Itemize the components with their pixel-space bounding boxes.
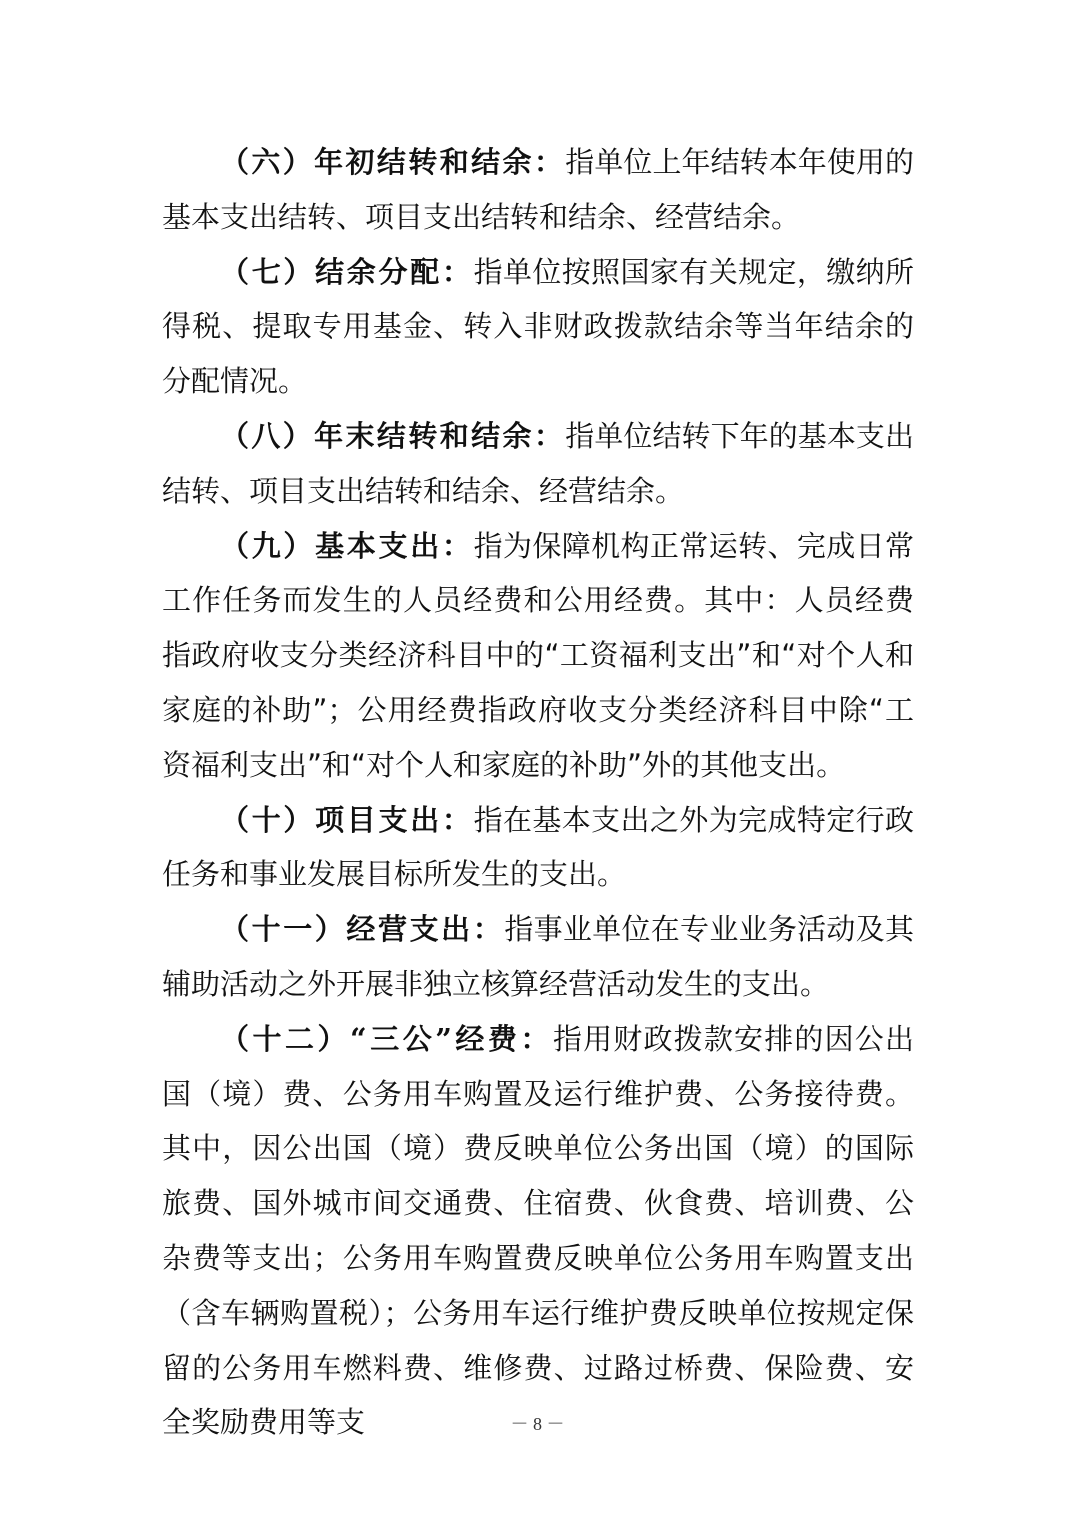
term-definition: 指单位上年结转本年使用的基本支出结转、项目支出结转和结余、经营结余。: [162, 145, 914, 234]
paragraph-project-expenditure: [162, 793, 914, 903]
paragraph-surplus-distribution: [162, 245, 914, 409]
paragraph-basic-expenditure: [162, 519, 914, 793]
term-heading: （十一）经营支出：: [220, 912, 505, 947]
term-heading: （十二）“三公”经费：: [220, 1021, 553, 1056]
paragraph-operating-expenditure: [162, 902, 914, 1012]
term-definition: 指为保障机构正常运转、完成日常工作任务而发生的人员经费和公用经费。其中：人员经费指政府收支分类经济科目中的“工资福利支出”和“对个人和家庭的补助”；公用经费指政府收支分类经济科目中除“工资福利支出”和“对个人和家庭的补助”外的其他支出。: [162, 528, 914, 782]
term-heading: （九）基本支出：: [220, 528, 474, 563]
term-heading: （六）年初结转和结余：: [220, 145, 566, 179]
term-definition: 指用财政拨款安排的因公出国（境）费、公务用车购置及运行维护费、公务接待费。其中，因公出国（境）费反映单位公务出国（境）的国际旅费、国外城市间交通费、住宿费、伙食费、培训费、公杂费等支出；公务用车购置费反映单位公务用车购置支出（含车辆购置税）；公务用车运行维护费反映单位按规定保留的公务用车燃料费、维修费、过路过桥费、保险费、安全奖励费用等支: [162, 1021, 914, 1440]
term-definition: 指单位按照国家有关规定，缴纳所得税、提取专用基金、转入非财政拨款结余等当年结余的分配情况。: [162, 254, 914, 399]
paragraph-carryover-beginning: [162, 135, 914, 245]
paragraph-carryover-end: [162, 409, 914, 519]
term-heading: （八）年末结转和结余：: [220, 418, 566, 453]
page-number: － 8 －: [510, 1414, 565, 1434]
term-definition: 指在基本支出之外为完成特定行政任务和事业发展目标所发生的支出。: [162, 802, 914, 892]
term-definition: 指事业单位在专业业务活动及其辅助活动之外开展非独立核算经营活动发生的支出。: [162, 912, 914, 1001]
term-heading: （十）项目支出：: [220, 802, 474, 837]
term-definition: 指单位结转下年的基本支出结转、项目支出结转和结余、经营结余。: [162, 418, 914, 508]
paragraph-three-public-expenses: [162, 1012, 914, 1450]
document-body: [162, 135, 914, 1450]
term-heading: （七）结余分配：: [220, 254, 474, 289]
